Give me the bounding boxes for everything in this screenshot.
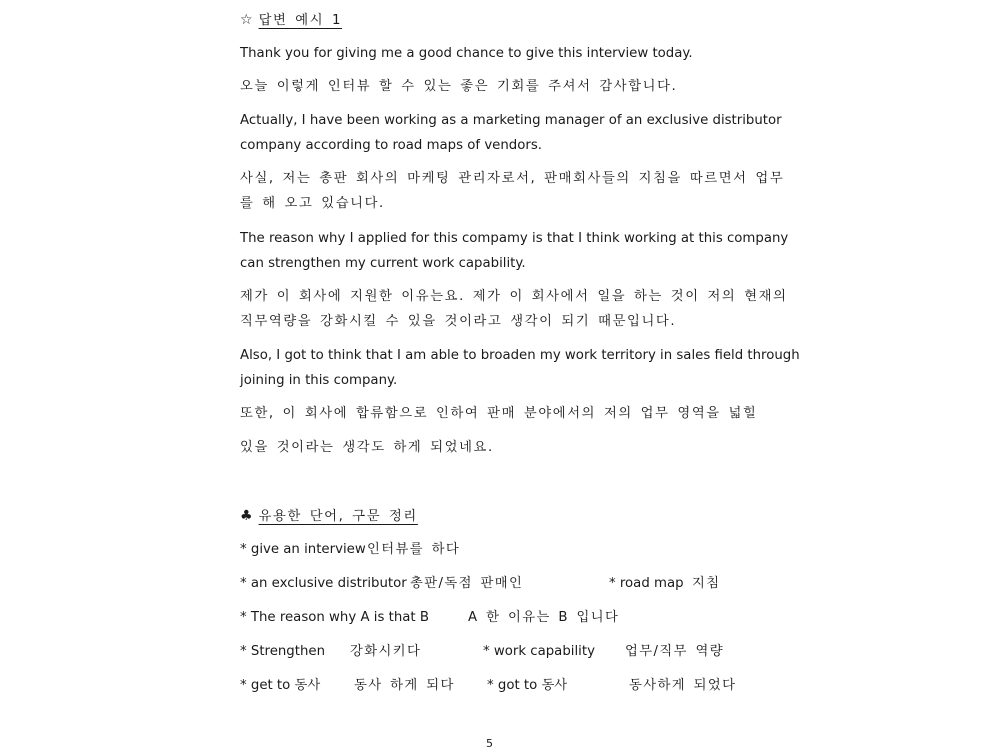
vocab-meaning: 강화시키다 (350, 644, 422, 659)
vocab-row (240, 677, 760, 695)
vocab-row (240, 575, 760, 593)
paragraph-4-english-line-2: joining in this company. (240, 373, 398, 388)
vocab-meaning: 업무/직무 역량 (625, 644, 724, 659)
vocab-term: * got to 동사 (487, 678, 568, 693)
paragraph-2-korean-line-2: 를 해 오고 있습니다. (240, 196, 385, 211)
paragraph-4-english-line-1: Also, I got to think that I am able to broaden my work territory in sales field through (240, 348, 800, 363)
vocab-term: * The reason why A is that B (240, 610, 429, 625)
vocab-term: * work capability (483, 644, 595, 659)
paragraph-2-english-line-2: company according to road maps of vendors. (240, 138, 542, 153)
paragraph-3-english-line-2: can strengthen my current work capability. (240, 256, 526, 271)
paragraph-3-english-line-1: The reason why I applied for this compamy is that I think working at this company (240, 231, 789, 246)
paragraph-2-korean-line-1: 사실, 저는 총판 회사의 마케팅 관리자로서, 판매회사들의 지침을 따르면서 업무 (240, 171, 785, 186)
vocab-term: * Strengthen (240, 644, 326, 659)
vocab-row (240, 609, 760, 627)
vocab-term: * get to 동사 (240, 678, 321, 693)
page-number: 5 (486, 737, 493, 750)
vocab-meaning: 총판/독점 판매인 (410, 576, 524, 591)
section-title: 유용한 단어, 구문 정리 (258, 509, 418, 524)
paragraph-4-korean-line-2: 있을 것이라는 생각도 하게 되었네요. (240, 440, 494, 455)
vocab-term: * an exclusive distributor (240, 576, 407, 591)
vocab-meaning: 인터뷰를 하다 (367, 542, 461, 557)
vocab-meaning: 지침 (692, 576, 721, 591)
paragraph-3-korean-line-1: 제가 이 회사에 지원한 이유는요. 제가 이 회사에서 일을 하는 것이 저의 현재의 (240, 289, 788, 304)
vocab-meaning: 동사 하게 되다 (354, 678, 455, 693)
section-heading-answer-example (240, 11, 342, 30)
section-heading-vocabulary (240, 507, 418, 526)
paragraph-2-english-line-1: Actually, I have been working as a marketing manager of an exclusive distributor (240, 113, 782, 128)
section-title: 답변 예시 1 (258, 13, 343, 28)
club-icon: ♣ (240, 508, 253, 524)
vocab-meaning: A 한 이유는 B 입니다 (468, 610, 620, 625)
paragraph-4-korean-line-1: 또한, 이 회사에 합류함으로 인하여 판매 분야에서의 저의 업무 영역을 넓힐 (240, 406, 758, 421)
star-icon: ☆ (240, 12, 253, 28)
paragraph-1-english: Thank you for giving me a good chance to give this interview today. (240, 46, 693, 61)
vocab-term: * give an interview (240, 542, 366, 557)
vocab-row (240, 643, 760, 661)
vocab-row (240, 541, 760, 559)
paragraph-3-korean-line-2: 직무역량을 강화시킬 수 있을 것이라고 생각이 되기 때문입니다. (240, 314, 677, 329)
paragraph-1-korean: 오늘 이렇게 인터뷰 할 수 있는 좋은 기회를 주셔서 감사합니다. (240, 79, 678, 94)
vocab-term: * road map (609, 576, 684, 591)
vocab-meaning: 동사하게 되었다 (629, 678, 737, 693)
